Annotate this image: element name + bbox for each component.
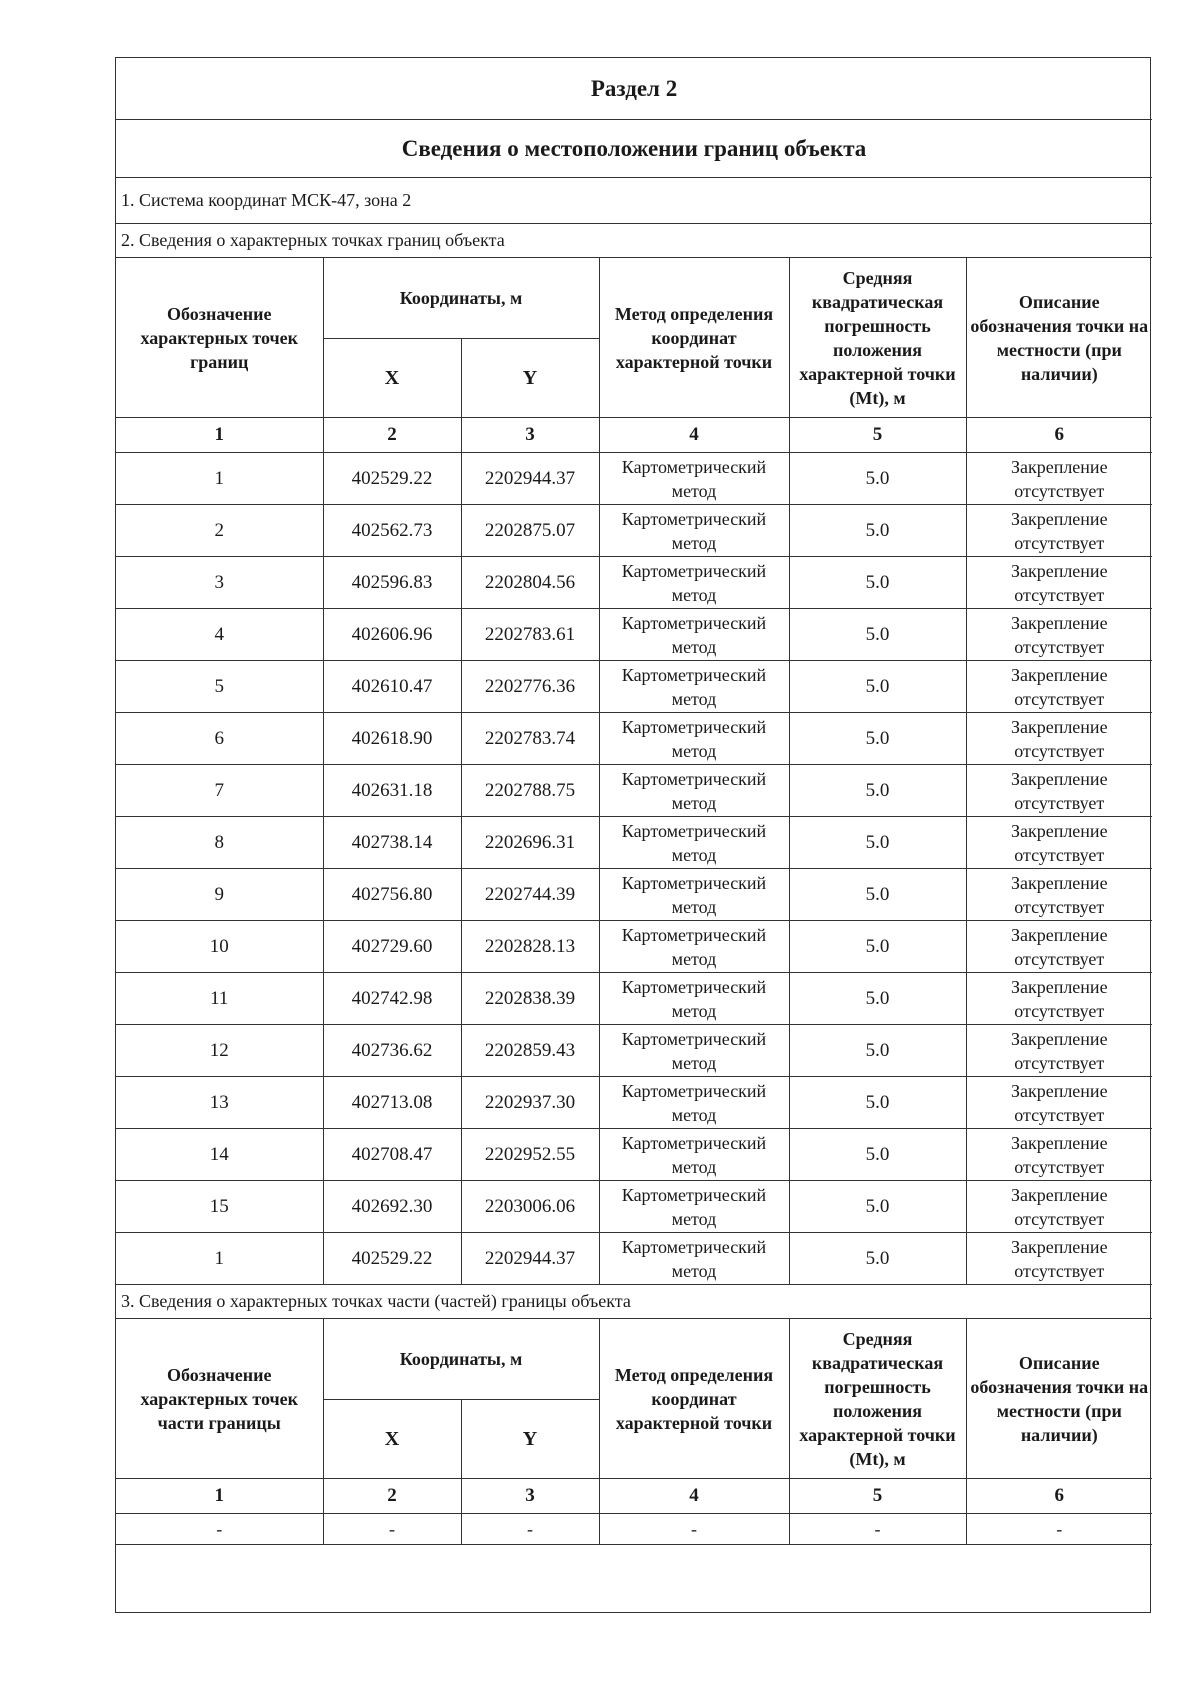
x-coordinate-cell: 402618.90 bbox=[323, 713, 461, 765]
point-id-cell: 13 bbox=[116, 1077, 323, 1129]
point-id-cell: 9 bbox=[116, 869, 323, 921]
description-cell: Закрепление отсутствует bbox=[966, 1233, 1152, 1285]
y-coordinate-cell: 2202952.55 bbox=[461, 1129, 599, 1181]
table-row bbox=[116, 557, 1152, 609]
table2-number-row bbox=[116, 1479, 1152, 1514]
method-cell: Картометрический метод bbox=[599, 1025, 789, 1077]
x-coordinate-cell: 402708.47 bbox=[323, 1129, 461, 1181]
column-number-3: 3 bbox=[461, 418, 599, 453]
table-row bbox=[116, 973, 1152, 1025]
table2-header-description: Описание обозначения точки на местности (при наличии) bbox=[966, 1319, 1152, 1479]
error-cell: 5.0 bbox=[789, 1233, 966, 1285]
description-cell: Закрепление отсутствует bbox=[966, 1129, 1152, 1181]
error-cell: 5.0 bbox=[789, 661, 966, 713]
column-number-4: 4 bbox=[599, 418, 789, 453]
table-row bbox=[116, 661, 1152, 713]
description-cell: Закрепление отсутствует bbox=[966, 609, 1152, 661]
column-number-6: 6 bbox=[966, 418, 1152, 453]
method-cell: - bbox=[599, 1514, 789, 1545]
page-title: Раздел 2 bbox=[116, 58, 1152, 120]
error-cell: 5.0 bbox=[789, 921, 966, 973]
description-cell: Закрепление отсутствует bbox=[966, 557, 1152, 609]
method-cell: Картометрический метод bbox=[599, 661, 789, 713]
point-id-cell: 2 bbox=[116, 505, 323, 557]
error-cell: 5.0 bbox=[789, 609, 966, 661]
y-coordinate-cell: 2202788.75 bbox=[461, 765, 599, 817]
table-row bbox=[116, 869, 1152, 921]
section2-heading: 2. Сведения о характерных точках границ объекта bbox=[116, 224, 1152, 258]
column-number-6: 6 bbox=[966, 1479, 1152, 1514]
method-cell: Картометрический метод bbox=[599, 1181, 789, 1233]
point-id-cell: - bbox=[116, 1514, 323, 1545]
x-coordinate-cell: 402738.14 bbox=[323, 817, 461, 869]
description-cell: Закрепление отсутствует bbox=[966, 505, 1152, 557]
x-coordinate-cell: 402606.96 bbox=[323, 609, 461, 661]
error-cell: 5.0 bbox=[789, 1077, 966, 1129]
description-cell: Закрепление отсутствует bbox=[966, 921, 1152, 973]
method-cell: Картометрический метод bbox=[599, 453, 789, 505]
point-id-cell: 12 bbox=[116, 1025, 323, 1077]
description-cell: Закрепление отсутствует bbox=[966, 1181, 1152, 1233]
table-row bbox=[116, 1077, 1152, 1129]
method-cell: Картометрический метод bbox=[599, 609, 789, 661]
x-coordinate-cell: 402736.62 bbox=[323, 1025, 461, 1077]
x-coordinate-cell: 402756.80 bbox=[323, 869, 461, 921]
document-table bbox=[116, 58, 1152, 1612]
x-coordinate-cell: 402713.08 bbox=[323, 1077, 461, 1129]
column-number-5: 5 bbox=[789, 1479, 966, 1514]
method-cell: Картометрический метод bbox=[599, 869, 789, 921]
method-cell: Картометрический метод bbox=[599, 921, 789, 973]
column-number-1: 1 bbox=[116, 418, 323, 453]
column-number-2: 2 bbox=[323, 418, 461, 453]
table2-header-x: X bbox=[323, 1400, 461, 1479]
method-cell: Картометрический метод bbox=[599, 1077, 789, 1129]
method-cell: Картометрический метод bbox=[599, 765, 789, 817]
point-id-cell: 1 bbox=[116, 1233, 323, 1285]
table-row bbox=[116, 1514, 1152, 1545]
y-coordinate-cell: - bbox=[461, 1514, 599, 1545]
x-coordinate-cell: - bbox=[323, 1514, 461, 1545]
description-cell: Закрепление отсутствует bbox=[966, 713, 1152, 765]
y-coordinate-cell: 2202828.13 bbox=[461, 921, 599, 973]
error-cell: 5.0 bbox=[789, 1181, 966, 1233]
table-row bbox=[116, 453, 1152, 505]
coordinate-system-line: 1. Система координат МСК-47, зона 2 bbox=[116, 178, 1152, 224]
error-cell: 5.0 bbox=[789, 765, 966, 817]
table-row bbox=[116, 609, 1152, 661]
error-cell: 5.0 bbox=[789, 557, 966, 609]
point-id-cell: 14 bbox=[116, 1129, 323, 1181]
method-cell: Картометрический метод bbox=[599, 557, 789, 609]
method-cell: Картометрический метод bbox=[599, 1129, 789, 1181]
table1-number-row bbox=[116, 418, 1152, 453]
description-cell: Закрепление отсутствует bbox=[966, 817, 1152, 869]
boundary-document bbox=[115, 57, 1151, 1613]
y-coordinate-cell: 2202838.39 bbox=[461, 973, 599, 1025]
table-row bbox=[116, 713, 1152, 765]
table1-header-x: X bbox=[323, 339, 461, 418]
error-cell: 5.0 bbox=[789, 713, 966, 765]
y-coordinate-cell: 2202859.43 bbox=[461, 1025, 599, 1077]
column-number-5: 5 bbox=[789, 418, 966, 453]
y-coordinate-cell: 2202804.56 bbox=[461, 557, 599, 609]
point-id-cell: 6 bbox=[116, 713, 323, 765]
x-coordinate-cell: 402692.30 bbox=[323, 1181, 461, 1233]
point-id-cell: 11 bbox=[116, 973, 323, 1025]
description-cell: Закрепление отсутствует bbox=[966, 661, 1152, 713]
x-coordinate-cell: 402610.47 bbox=[323, 661, 461, 713]
table2-header-error: Средняя квадратическая погрешность положения характерной точки (Mt), м bbox=[789, 1319, 966, 1479]
table2-header-designation: Обозначение характерных точек части границы bbox=[116, 1319, 323, 1479]
point-id-cell: 1 bbox=[116, 453, 323, 505]
y-coordinate-cell: 2202944.37 bbox=[461, 1233, 599, 1285]
point-id-cell: 15 bbox=[116, 1181, 323, 1233]
table-row bbox=[116, 1233, 1152, 1285]
point-id-cell: 8 bbox=[116, 817, 323, 869]
description-cell: - bbox=[966, 1514, 1152, 1545]
point-id-cell: 3 bbox=[116, 557, 323, 609]
x-coordinate-cell: 402529.22 bbox=[323, 453, 461, 505]
table1-header-description: Описание обозначения точки на местности (при наличии) bbox=[966, 258, 1152, 418]
point-id-cell: 7 bbox=[116, 765, 323, 817]
table-row bbox=[116, 1181, 1152, 1233]
description-cell: Закрепление отсутствует bbox=[966, 1025, 1152, 1077]
method-cell: Картометрический метод bbox=[599, 1233, 789, 1285]
error-cell: 5.0 bbox=[789, 453, 966, 505]
y-coordinate-cell: 2202783.61 bbox=[461, 609, 599, 661]
point-id-cell: 5 bbox=[116, 661, 323, 713]
table1-header-method: Метод определения координат характерной точки bbox=[599, 258, 789, 418]
error-cell: 5.0 bbox=[789, 1129, 966, 1181]
x-coordinate-cell: 402596.83 bbox=[323, 557, 461, 609]
table1-header-coords: Координаты, м bbox=[323, 258, 599, 339]
table-row bbox=[116, 1025, 1152, 1077]
x-coordinate-cell: 402631.18 bbox=[323, 765, 461, 817]
table-row bbox=[116, 505, 1152, 557]
empty-footer-cell bbox=[116, 1545, 1152, 1613]
column-number-4: 4 bbox=[599, 1479, 789, 1514]
table-row bbox=[116, 1129, 1152, 1181]
point-id-cell: 4 bbox=[116, 609, 323, 661]
error-cell: 5.0 bbox=[789, 869, 966, 921]
description-cell: Закрепление отсутствует bbox=[966, 453, 1152, 505]
table2-header-row bbox=[116, 1319, 1152, 1400]
error-cell: 5.0 bbox=[789, 973, 966, 1025]
error-cell: 5.0 bbox=[789, 1025, 966, 1077]
table-row bbox=[116, 921, 1152, 973]
method-cell: Картометрический метод bbox=[599, 505, 789, 557]
error-cell: - bbox=[789, 1514, 966, 1545]
y-coordinate-cell: 2202944.37 bbox=[461, 453, 599, 505]
point-id-cell: 10 bbox=[116, 921, 323, 973]
table2-header-coords: Координаты, м bbox=[323, 1319, 599, 1400]
error-cell: 5.0 bbox=[789, 817, 966, 869]
column-number-1: 1 bbox=[116, 1479, 323, 1514]
table-row bbox=[116, 765, 1152, 817]
y-coordinate-cell: 2202783.74 bbox=[461, 713, 599, 765]
x-coordinate-cell: 402562.73 bbox=[323, 505, 461, 557]
y-coordinate-cell: 2203006.06 bbox=[461, 1181, 599, 1233]
x-coordinate-cell: 402742.98 bbox=[323, 973, 461, 1025]
description-cell: Закрепление отсутствует bbox=[966, 1077, 1152, 1129]
x-coordinate-cell: 402729.60 bbox=[323, 921, 461, 973]
method-cell: Картометрический метод bbox=[599, 713, 789, 765]
page-subtitle: Сведения о местоположении границ объекта bbox=[116, 120, 1152, 178]
table1-header-designation: Обозначение характерных точек границ bbox=[116, 258, 323, 418]
description-cell: Закрепление отсутствует bbox=[966, 765, 1152, 817]
y-coordinate-cell: 2202937.30 bbox=[461, 1077, 599, 1129]
table1-header-row bbox=[116, 258, 1152, 339]
column-number-3: 3 bbox=[461, 1479, 599, 1514]
description-cell: Закрепление отсутствует bbox=[966, 973, 1152, 1025]
table1-header-y: Y bbox=[461, 339, 599, 418]
method-cell: Картометрический метод bbox=[599, 817, 789, 869]
table1-header-error: Средняя квадратическая погрешность положения характерной точки (Mt), м bbox=[789, 258, 966, 418]
error-cell: 5.0 bbox=[789, 505, 966, 557]
section3-heading: 3. Сведения о характерных точках части (частей) границы объекта bbox=[116, 1285, 1152, 1319]
y-coordinate-cell: 2202776.36 bbox=[461, 661, 599, 713]
y-coordinate-cell: 2202744.39 bbox=[461, 869, 599, 921]
y-coordinate-cell: 2202696.31 bbox=[461, 817, 599, 869]
table-row bbox=[116, 817, 1152, 869]
method-cell: Картометрический метод bbox=[599, 973, 789, 1025]
table2-header-method: Метод определения координат характерной точки bbox=[599, 1319, 789, 1479]
description-cell: Закрепление отсутствует bbox=[966, 869, 1152, 921]
table2-header-y: Y bbox=[461, 1400, 599, 1479]
column-number-2: 2 bbox=[323, 1479, 461, 1514]
x-coordinate-cell: 402529.22 bbox=[323, 1233, 461, 1285]
y-coordinate-cell: 2202875.07 bbox=[461, 505, 599, 557]
